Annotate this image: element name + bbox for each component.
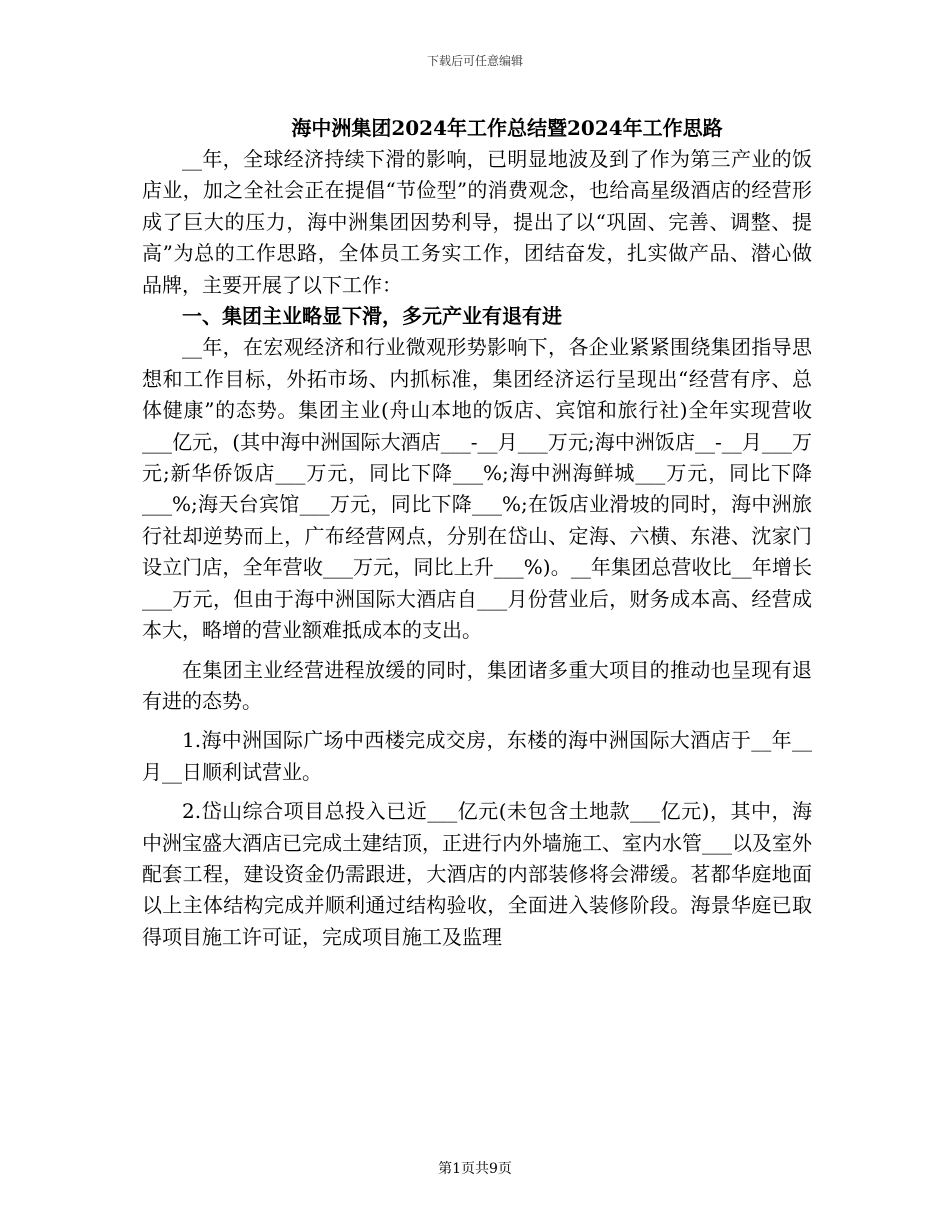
document-body bbox=[142, 112, 812, 953]
paragraph-item-2: 2.岱山综合项目总投入已近___亿元(未包含土地款___亿元)，其中，海中洲宝盛大酒店已完成土建结顶，正进行内外墙施工、室内水管___以及室外配套工程，建设资金仍需跟进，大酒店的内部装修将会滞缓。茗都华庭地面以上主体结构完成并顺利通过结构验收，全面进入装修阶段。海景华庭已取得项目施工许可证，完成项目施工及监理 bbox=[142, 799, 812, 949]
header-note: 下载后可任意编辑 bbox=[426, 54, 523, 68]
paragraph-intro: __年，全球经济持续下滑的影响，已明显地波及到了作为第三产业的饭店业，加之全社会正在提倡“节俭型”的消费观念，也给高星级酒店的经营形成了巨大的压力，海中洲集团因势利导，提出了以“巩固、完善、调整、提高”为总的工作思路，全体员工务实工作，团结奋发，扎实做产品、潜心做品牌，主要开展了以下工作： bbox=[142, 147, 812, 297]
page-footer: 第1页共9页 bbox=[438, 1161, 512, 1177]
section-heading-1: 一、集团主业略显下滑，多元产业有退有进 bbox=[182, 304, 562, 329]
paragraph-main-business: __年，在宏观经济和行业微观形势影响下，各企业紧紧围绕集团指导思想和工作目标，外拓市场、内抓标准，集团经济运行呈现出“经营有序、总体健康”的态势。集团主业(舟山本地的饭店、宾馆和旅行社)全年实现营收___亿元，(其中海中洲国际大酒店___-__月___万元;海中洲饭店__-__月___万元;新华侨饭店___万元，同比下降___%;海中洲海鲜城___万元，同比下降___%;海天台宾馆___万元，同比下降___%;在饭店业滑坡的同时，海中洲旅行社却逆势而上，广布经营网点，分别在岱山、定海、六横、东港、沈家门设立门店，全年营收___万元，同比上升___%)。__年集团总营收比__年增长___万元，但由于海中洲国际大酒店自___月份营业后，财务成本高、经营成本大，略增的营业额难抵成本的支出。 bbox=[142, 335, 812, 643]
document-title: 海中洲集团2024年工作总结暨2024年工作思路 bbox=[291, 116, 723, 140]
paragraph-projects-intro: 在集团主业经营进程放缓的同时，集团诸多重大项目的推动也呈现有退有进的态势。 bbox=[142, 657, 812, 713]
paragraph-item-1: 1.海中洲国际广场中西楼完成交房，东楼的海中洲国际大酒店于__年__月__日顺利试营业。 bbox=[142, 728, 812, 784]
